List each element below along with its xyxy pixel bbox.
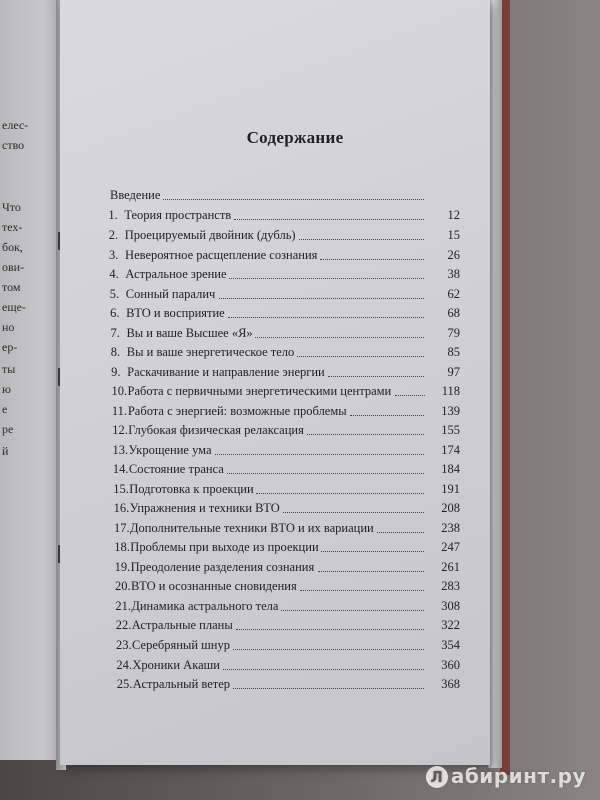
toc-entry-title: Состояние транса	[128, 462, 224, 476]
toc-entry	[111, 365, 460, 383]
toc-entry	[112, 404, 460, 422]
toc-entry-number: 16.	[113, 501, 130, 515]
toc-leader-dots	[219, 298, 424, 299]
toc-entry	[115, 579, 460, 597]
toc-entry-page: 247	[441, 540, 460, 554]
toc-leader-dots	[321, 551, 424, 552]
toc-entry	[117, 677, 460, 695]
toc-entry	[114, 540, 460, 558]
toc-entry-number: 13.	[112, 443, 129, 457]
toc-entry-page: 155	[441, 423, 460, 437]
toc-entry-number: 25.	[116, 677, 133, 691]
toc-entry-title: Хроники Акаши	[132, 658, 220, 672]
toc-entry-number: 12.	[112, 423, 128, 437]
toc-entry-page: 283	[441, 579, 460, 593]
toc-entry-number: 9.	[111, 365, 121, 379]
toc-entry-number: 1.	[108, 208, 118, 222]
toc-leader-dots	[297, 356, 424, 357]
toc-entry-number: 18.	[114, 540, 130, 554]
toc-leader-dots	[307, 434, 424, 435]
toc-leader-dots	[256, 493, 424, 494]
toc-leader-dots	[300, 590, 424, 591]
toc-leader-dots	[215, 454, 424, 455]
toc-entry-page: 322	[441, 618, 460, 632]
toc-leader-dots	[395, 395, 425, 396]
toc-entry-page: 238	[441, 521, 460, 535]
toc-entry-title: Подготовка к проекции	[129, 482, 254, 496]
toc-entry-page: 360	[441, 658, 460, 672]
watermark	[426, 764, 586, 789]
toc-entry-title: Упражнения и техники ВТО	[129, 501, 280, 515]
toc-entry	[114, 521, 460, 539]
toc-leader-dots	[227, 473, 424, 474]
toc-entry-number: 21.	[115, 599, 131, 613]
toc-leader-dots	[163, 199, 424, 200]
toc-entry-page: 68	[447, 306, 460, 320]
toc-entry-number: 3.	[109, 248, 119, 262]
toc-entry-title: Проецируемый двойник (дубль)	[124, 228, 296, 242]
toc-entry-number: 8.	[110, 345, 121, 359]
page-title: Содержание	[246, 128, 344, 147]
toc-entry-page: 139	[441, 404, 460, 418]
toc-entry-page: 354	[441, 638, 460, 652]
toc-leader-dots	[283, 512, 424, 513]
toc-leader-dots	[255, 337, 424, 338]
toc-leader-dots	[320, 259, 424, 260]
toc-leader-dots	[233, 688, 424, 689]
toc-entry	[109, 267, 460, 285]
left-page-text-fragment: еще-	[2, 300, 26, 314]
toc-entry-page: 118	[441, 384, 460, 398]
toc-entry-page: 79	[447, 326, 460, 340]
left-page-text-fragment: ер-	[2, 340, 18, 354]
labirint-logo-icon: Л	[426, 766, 448, 788]
toc-entry-number: 23.	[116, 638, 132, 652]
toc-entry-title: Теория пространств	[124, 208, 232, 222]
toc-entry-number: 22.	[115, 618, 132, 632]
toc-leader-dots	[228, 317, 424, 318]
toc-entry-page: 261	[441, 560, 460, 574]
left-page-text-fragment: ю	[2, 382, 11, 396]
toc-entry	[112, 384, 461, 402]
left-page-text-fragment: ты	[2, 362, 16, 376]
toc-entry	[115, 560, 460, 578]
toc-entry-number: 11.	[111, 404, 128, 418]
watermark-text: абиринт.ру	[450, 763, 586, 788]
toc-entry-title: Астральные планы	[131, 618, 233, 632]
toc-leader-dots	[229, 278, 424, 279]
toc-entry-number: 15.	[113, 482, 129, 496]
toc-entry-page: 308	[441, 599, 460, 613]
toc-entry	[108, 188, 460, 206]
toc-entry-page: 97	[447, 365, 460, 379]
toc-leader-dots	[236, 629, 424, 630]
toc-entry-number: 19.	[114, 560, 131, 574]
toc-entry-title: Проблемы при выходе из проекции	[130, 540, 319, 554]
toc-entry-title: Вы и ваше Высшее «Я»	[126, 326, 253, 340]
toc-entry-page: 62	[447, 287, 460, 301]
toc-entry-page: 184	[441, 462, 460, 476]
toc-entry	[114, 501, 460, 519]
toc-entry-page: 15	[447, 228, 460, 242]
toc-entry	[111, 345, 460, 363]
toc-entry	[116, 658, 460, 676]
toc-entry	[113, 462, 460, 480]
left-page-text-fragment: тех-	[2, 220, 23, 234]
toc-entry	[109, 228, 460, 246]
toc-leader-dots	[377, 532, 424, 533]
toc-entry	[113, 443, 460, 461]
toc-entry-number: 5.	[109, 287, 120, 301]
toc-entry-number: 4.	[109, 267, 119, 281]
toc-entry-title: Работа с энергией: возможные проблемы	[127, 404, 347, 418]
toc-entry-page: 38	[447, 267, 460, 281]
toc-leader-dots	[350, 415, 424, 416]
toc-entry-number: 10.	[111, 384, 128, 398]
left-page-text-fragment: том	[2, 280, 21, 294]
left-page-text-fragment: е	[2, 402, 8, 416]
toc-entry	[109, 248, 460, 266]
toc-entry-title: Астральное зрение	[125, 267, 227, 281]
toc-entry-title: Невероятное расщепление сознания	[125, 248, 318, 262]
toc-entry-title: Раскачивание и направление энергии	[127, 365, 325, 379]
toc-entry	[110, 287, 460, 305]
left-page-text-fragment: елес-	[2, 118, 29, 132]
toc-entry-title: ВТО и восприятие	[126, 306, 225, 320]
toc-entry-number: 2.	[108, 228, 119, 242]
toc-entry-number: 6.	[110, 306, 120, 320]
toc-leader-dots	[299, 239, 424, 240]
toc-entry-title: Сонный паралич	[125, 287, 216, 301]
toc-entry-number: 24.	[116, 658, 133, 672]
toc-leader-dots	[234, 219, 424, 220]
toc-entry-page: 26	[447, 248, 460, 262]
toc-entry-title: Работа с первичными энергетическими центрами	[127, 384, 392, 398]
toc-leader-dots	[223, 669, 424, 670]
left-page-text-fragment: Что	[2, 200, 21, 214]
toc-entry-page: 85	[447, 345, 460, 359]
toc-leader-dots	[281, 610, 424, 611]
toc-entry-title: ВТО и осознанные сновидения	[131, 579, 297, 593]
toc-entry-number: 20.	[115, 579, 131, 593]
toc-leader-dots	[233, 649, 424, 650]
toc-entry-page: 191	[441, 482, 460, 496]
toc-entry-title: Дополнительные техники ВТО и их вариации	[129, 521, 374, 535]
toc-entry-title: Введение	[110, 188, 161, 202]
toc-leader-dots	[318, 571, 424, 572]
toc-entry	[110, 326, 460, 344]
toc-entry-title: Серебряный шнур	[132, 638, 230, 652]
left-page-text-fragment: й	[2, 444, 9, 458]
toc-entry-page: 208	[441, 501, 460, 515]
toc-entry-title: Астральный ветер	[132, 677, 231, 691]
left-page-text-fragment: бок,	[2, 240, 23, 254]
toc-entry-title: Вы и ваше энергетическое тело	[126, 345, 295, 359]
toc-entry	[112, 423, 460, 441]
left-page-text-fragment: ови-	[2, 260, 25, 274]
toc-entry-number: 14.	[112, 462, 129, 476]
toc-entry	[108, 208, 460, 226]
toc-entry-title: Глубокая физическая релаксация	[128, 423, 304, 437]
toc-entry-title: Динамика астрального тела	[131, 599, 279, 613]
toc-entry-page: 174	[441, 443, 460, 457]
left-page-text-fragment: ре	[2, 422, 14, 436]
toc-entry-title: Преодоление разделения сознания	[130, 560, 315, 574]
toc-entry	[115, 599, 460, 617]
left-page-text-fragment: но	[2, 320, 15, 334]
toc-entry	[116, 638, 460, 656]
toc-entry-title: Укрощение ума	[128, 443, 212, 457]
toc-entry-page: 368	[441, 677, 460, 691]
toc-entry-number: 17.	[113, 521, 130, 535]
toc-entry	[113, 482, 460, 500]
toc-entry-page: 12	[447, 208, 460, 222]
left-page-text-fragment: ство	[2, 138, 25, 152]
toc-entry-number: 7.	[110, 326, 120, 340]
toc-entry	[110, 306, 460, 324]
toc-entry	[116, 618, 460, 636]
toc-leader-dots	[328, 376, 424, 377]
